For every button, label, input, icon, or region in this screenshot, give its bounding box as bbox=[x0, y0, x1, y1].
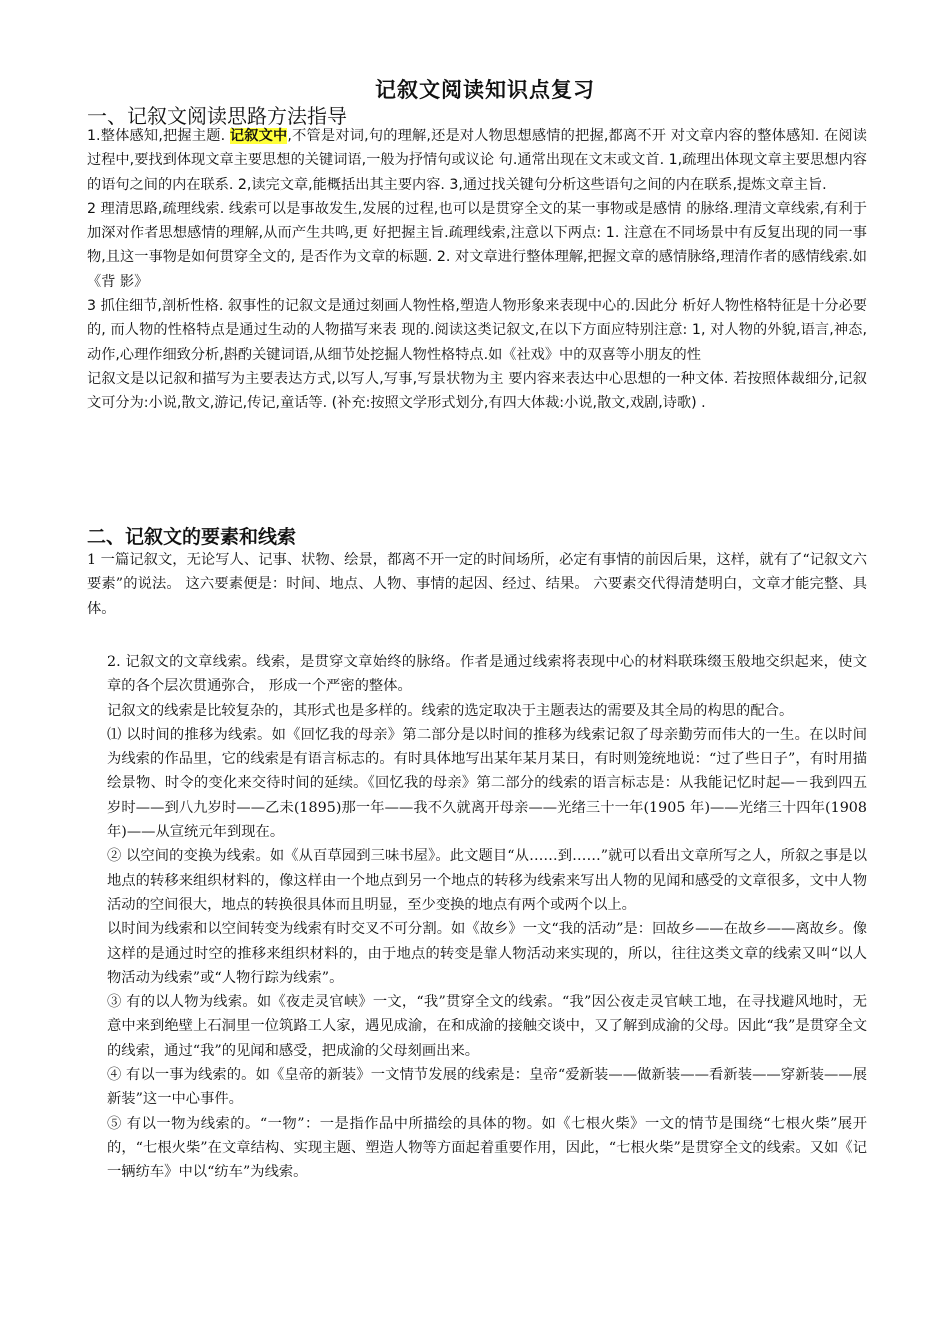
section2-paragraph-4: ⑴ 以时间的推移为线索。如《回忆我的母亲》第二部分是以时间的推移为线索记叙了母亲勤劳而伟大的一生。在以时间为线索的作品里，它的线索是有语言标志的。有时具体地写出某年某月某日，有时则笼统地说：“过了些日子”，有时用描绘景物、时令的变化来交待时间的延续。《回忆我的母亲》第二部分的线索的语言标志是：从我能记忆时起—－我到四五岁时——到八九岁时——乙未(1895)那一年——我不久就离开母亲——光绪三十一年(1905 年)——光绪三十四年(1908 年)——从宣统元年到现在。 bbox=[107, 726, 867, 841]
paragraph-text: ,不管是对词,句的理解,还是对人物思想感情的把握,都离不开 对文章内容的整体感知. 在阅读过程中,要找到体现文章主要思想的关键词语,一般为抒情句或议论 句.通常出现在文末或文首. 1,疏理出体现文章主要思想内容的语句之间的内在联系. 2,读完文章,能概括出其主要内容. 3,通过找关键句分析这些语句之间的内在联系,提炼文章主旨. bbox=[87, 128, 867, 193]
section2-paragraph-2: 2. 记叙文的文章线索。线索，是贯穿文章始终的脉络。作者是通过线索将表现中心的材料联珠缀玉般地交织起来，使文章的各个层次贯通弥合， 形成一个严密的整体。 bbox=[107, 654, 867, 695]
section1-paragraph-1 bbox=[87, 124, 867, 197]
paragraph-text: 1.整体感知,把握主题. bbox=[87, 128, 230, 144]
document-title: 记叙文阅读知识点复习 bbox=[375, 78, 595, 102]
section2-paragraph-7: ③ 有的以人物为线索。如《夜走灵官峡》一文，“我”贯穿全文的线索。“我”因公夜走灵官峡工地，在寻找避风地时，无意中来到绝壁上石洞里一位筑路工人家，遇见成渝，在和成渝的接触交谈中，又了解到成渝的父母。因此“我”是贯穿全文的线索，通过“我”的见闻和感受，把成渝的父母刻画出来。 bbox=[107, 994, 867, 1059]
section1-paragraph-4: 记叙文是以记叙和描写为主要表达方式,以写人,写事,写景状物为主 要内容来表达中心思想的一种文体. 若按照体裁细分,记叙文可分为:小说,散文,游记,传记,童话等. (补充:按照文学形式划分,有四大体裁:小说,散文,戏剧,诗歌) . bbox=[87, 370, 867, 412]
section2-heading: 二、记叙文的要素和线索 bbox=[87, 526, 297, 548]
section2-paragraph-1: 1 一篇记叙文，无论写人、记事、状物、绘景，都离不开一定的时间场所，必定有事情的前因后果，这样，就有了“记叙文六要素”的说法。 这六要素便是：时间、地点、人物、事情的起因、经过、结果。 六要素交代得清楚明白，文章才能完整、具体。 bbox=[87, 552, 867, 617]
section2-body bbox=[107, 650, 867, 1185]
section2-paragraph-8: ④ 有以一事为线索的。如《皇帝的新装》一文情节发展的线索是：皇帝“爱新装——做新装——看新装——穿新装——展新装”这一中心事件。 bbox=[107, 1067, 867, 1108]
section1-heading: 一、记叙文阅读思路方法指导 bbox=[87, 104, 347, 128]
section2-paragraph-5: ② 以空间的变换为线索。如《从百草园到三味书屋》。此文题目“从……到……”就可以看出文章所写之人，所叙之事是以地点的转移来组织材料的，像这样由一个地点到另一个地点的转移为线索来写出人物的见闻和感受的文章很多，文中人物活动的空间很大，地点的转换很具体而且明显，至少变换的地点有两个或两个以上。 bbox=[107, 848, 867, 913]
highlighted-text: 记叙文中 bbox=[229, 128, 288, 144]
section1-paragraph-2: 2 理清思路,疏理线索. 线索可以是事故发生,发展的过程,也可以是贯穿全文的某一事物或是感情 的脉络.理清文章线索,有利于加深对作者思想感情的理解,从而产生共鸣,更 好把握主旨.疏理线索,注意以下两点: 1. 注意在不同场景中有反复出现的同一事物,且这一事物是如何贯穿全文的, 是否作为文章的标题. 2. 对文章进行整体理解,把握文章的感情脉络,理清作者的感情线索.如《背 影》 bbox=[87, 200, 867, 290]
section2-paragraph-3: 记叙文的线索是比较复杂的，其形式也是多样的。线索的选定取决于主题表达的需要及其全局的构思的配合。 bbox=[107, 702, 794, 719]
section2-intro bbox=[87, 548, 867, 621]
section2-paragraph-6: 以时间为线索和以空间转变为线索有时交叉不可分割。如《故乡》一文“我的活动”是：回故乡——在故乡——离故乡。像这样的是通过时空的推移来组织材料的，由于地点的转变是靠人物活动来实现的，所以，往往这类文章的线索又叫“以人物活动为线索”或“人物行踪为线索”。 bbox=[107, 921, 867, 986]
section2-paragraph-9: ⑤ 有以一物为线索的。“一物”：一是指作品中所描绘的具体的物。如《七根火柴》一文的情节是围绕“七根火柴”展开的，“七根火柴”在文章结构、实现主题、塑造人物等方面起着重要作用，因此，“七根火柴”是贯穿全文的线索。又如《记一辆纺车》中以“纺车”为线索。 bbox=[107, 1115, 867, 1181]
section1-paragraph-3: 3 抓住细节,剖析性格. 叙事性的记叙文是通过刻画人物性格,塑造人物形象来表现中心的.因此分 析好人物性格特征是十分必要的, 而人物的性格特点是通过生动的人物描写来表 现的.阅读这类记叙文,在以下方面应特别注意: 1, 对人物的外貌,语言,神态,动作,心理作细致分析,斟酌关键词语,从细节处挖掘人物性格特点.如《社戏》中的双喜等小朋友的性 bbox=[87, 298, 867, 363]
section1-body bbox=[87, 124, 867, 416]
